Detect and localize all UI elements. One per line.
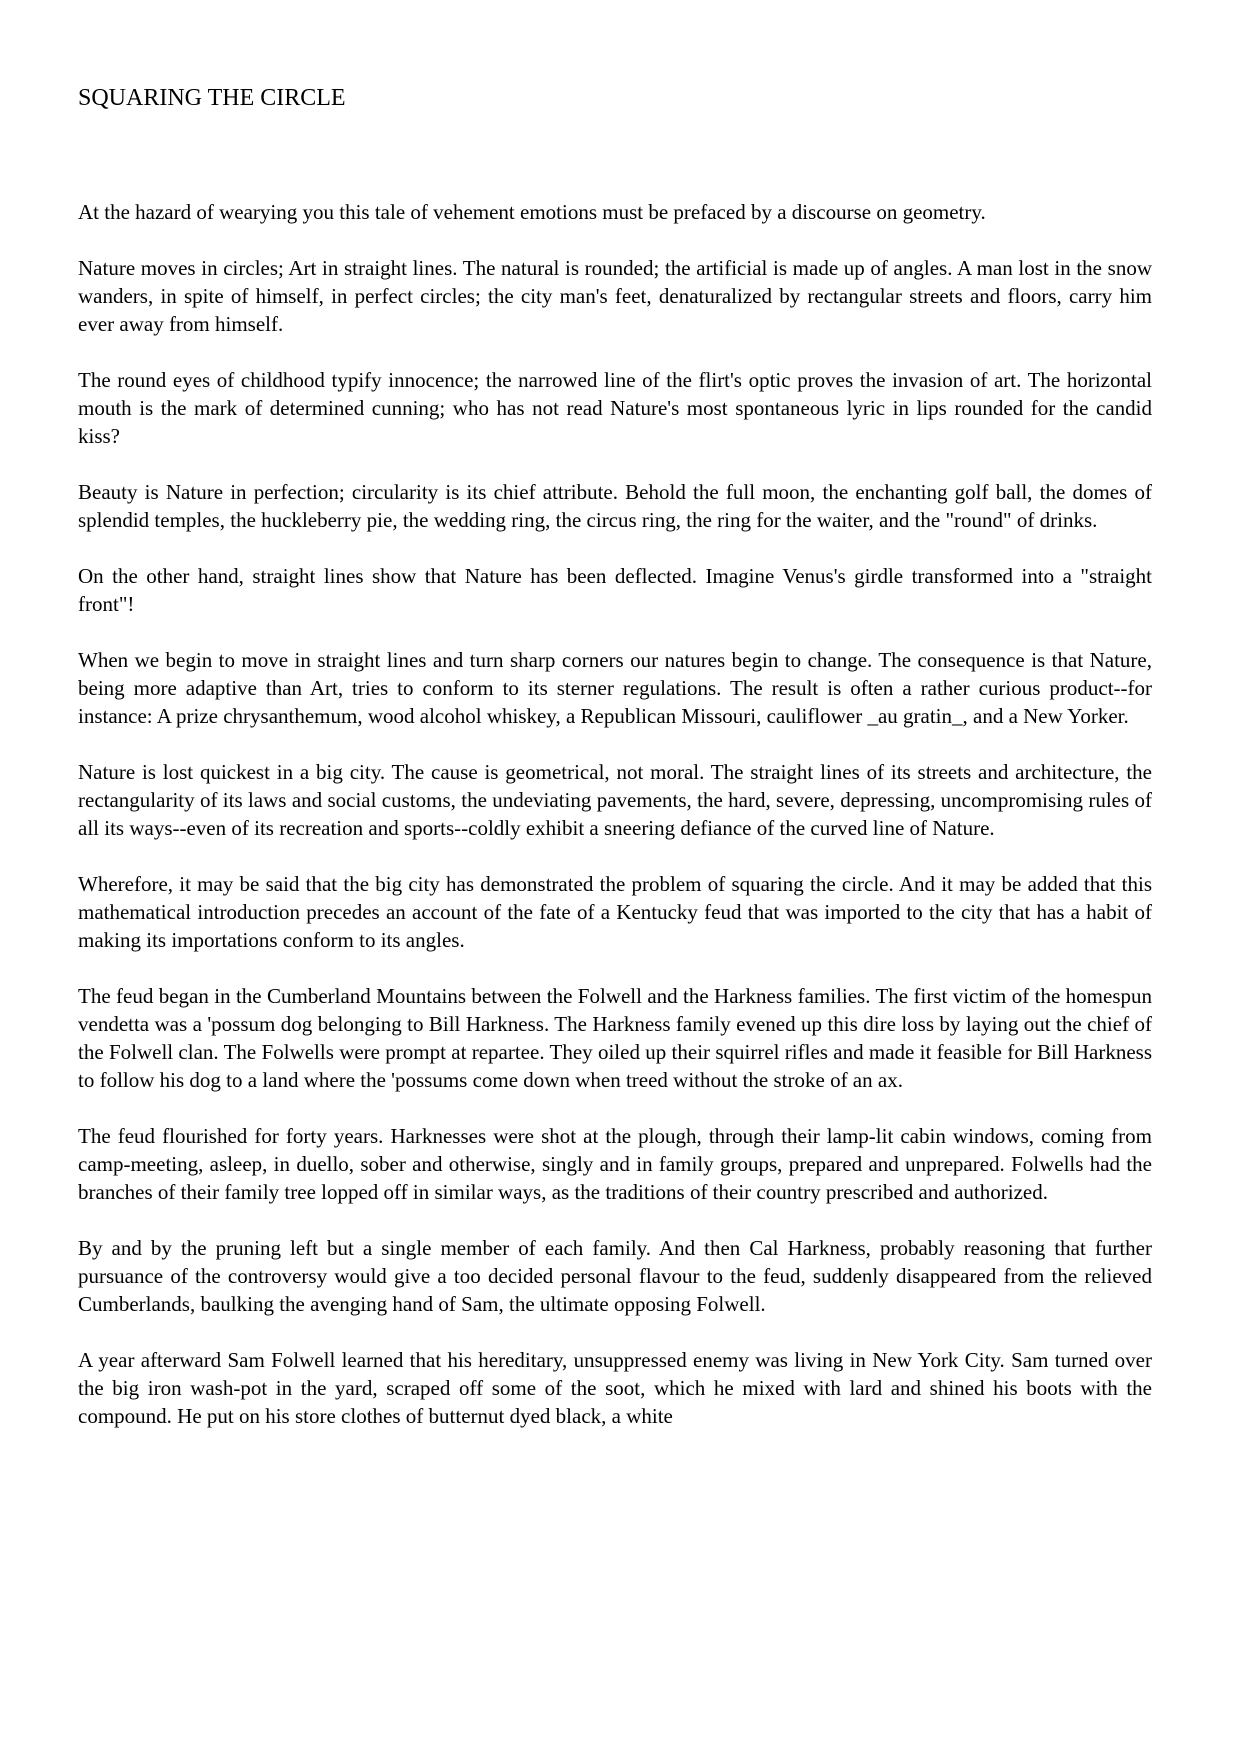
paragraph: Beauty is Nature in perfection; circularity is its chief attribute. Behold the full moon, the enchanting golf ball, the domes of splendid temples, the huckleberry pie, the wedding ring, the circus ring, the ring for the waiter, and the "round" of drinks. — [78, 480, 1152, 532]
paragraph: Wherefore, it may be said that the big city has demonstrated the problem of squaring the circle. And it may be added that this mathematical introduction precedes an account of the fate of a Kentucky feud that was imported to the city that has a habit of making its importations conform to its angles. — [78, 872, 1152, 952]
paragraph: When we begin to move in straight lines and turn sharp corners our natures begin to change. The consequence is that Nature, being more adaptive than Art, tries to conform to its sterner regulations. The result is often a rather curious product--for instance: A prize chrysanthemum, wood alcohol whiskey, a Republican Missouri, cauliflower _au gratin_, and a New Yorker. — [78, 648, 1152, 728]
document-title: SQUARING THE CIRCLE — [78, 85, 346, 111]
paragraph: The feud flourished for forty years. Harknesses were shot at the plough, through their lamp-lit cabin windows, coming from camp-meeting, asleep, in duello, sober and otherwise, singly and in family groups, prepared and unprepared. Folwells had the branches of their family tree lopped off in similar ways, as the traditions of their country prescribed and authorized. — [78, 1124, 1152, 1204]
paragraph: On the other hand, straight lines show that Nature has been deflected. Imagine Venus's girdle transformed into a "straight front"! — [78, 564, 1152, 616]
paragraph: At the hazard of wearying you this tale of vehement emotions must be prefaced by a discourse on geometry. — [78, 200, 986, 224]
paragraph: A year afterward Sam Folwell learned that his hereditary, unsuppressed enemy was living in New York City. Sam turned over the big iron wash-pot in the yard, scraped off some of the soot, which he mixed with lard and shined his boots with the compound. He put on his store clothes of butternut dyed black, a white — [78, 1348, 1152, 1428]
paragraph: Nature moves in circles; Art in straight lines. The natural is rounded; the artificial is made up of angles. A man lost in the snow wanders, in spite of himself, in perfect circles; the city man's feet, denaturalized by rectangular streets and floors, carry him ever away from himself. — [78, 256, 1152, 336]
paragraph: Nature is lost quickest in a big city. The cause is geometrical, not moral. The straight lines of its streets and architecture, the rectangularity of its laws and social customs, the undeviating pavements, the hard, severe, depressing, uncompromising rules of all its ways--even of its recreation and sports--coldly exhibit a sneering defiance of the curved line of Nature. — [78, 760, 1152, 840]
paragraph: The round eyes of childhood typify innocence; the narrowed line of the flirt's optic proves the invasion of art. The horizontal mouth is the mark of determined cunning; who has not read Nature's most spontaneous lyric in lips rounded for the candid kiss? — [78, 368, 1152, 448]
paragraph: The feud began in the Cumberland Mountains between the Folwell and the Harkness families. The first victim of the homespun vendetta was a 'possum dog belonging to Bill Harkness. The Harkness family evened up this dire loss by laying out the chief of the Folwell clan. The Folwells were prompt at repartee. They oiled up their squirrel rifles and made it feasible for Bill Harkness to follow his dog to a land where the 'possums come down when treed without the stroke of an ax. — [78, 984, 1152, 1092]
document-body — [78, 198, 1152, 1430]
paragraph: By and by the pruning left but a single member of each family. And then Cal Harkness, probably reasoning that further pursuance of the controversy would give a too decided personal flavour to the feud, suddenly disappeared from the relieved Cumberlands, baulking the avenging hand of Sam, the ultimate opposing Folwell. — [78, 1236, 1152, 1316]
